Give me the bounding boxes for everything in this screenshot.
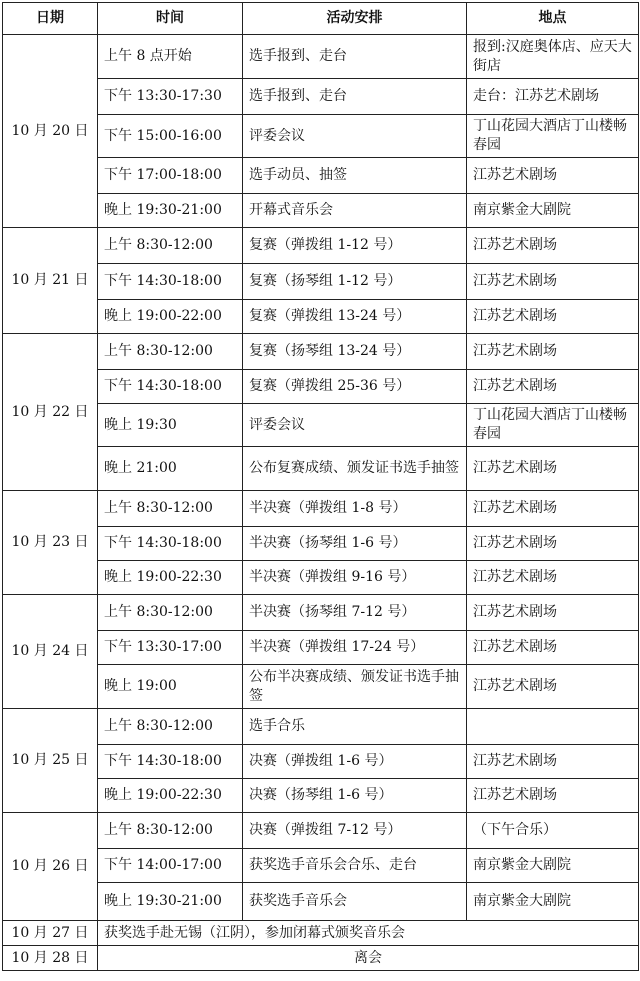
time-cell: 下午 14:30-18:00 — [98, 370, 243, 404]
schedule-row — [3, 334, 639, 370]
date-cell: 10 月 28 日 — [3, 946, 98, 971]
schedule-row — [3, 79, 639, 115]
activity-cell: 选手动员、抽签 — [243, 158, 467, 194]
venue-cell: 江苏艺术剧场 — [467, 595, 639, 631]
time-cell: 晚上 19:30-21:00 — [98, 194, 243, 228]
activity-cell: 公布半决赛成绩、颁发证书选手抽签 — [243, 665, 467, 709]
time-cell: 上午 8:30-12:00 — [98, 709, 243, 745]
header-activity: 活动安排 — [243, 3, 467, 35]
schedule-row — [3, 849, 639, 883]
time-cell: 上午 8:30-12:00 — [98, 228, 243, 264]
activity-cell: 开幕式音乐会 — [243, 194, 467, 228]
activity-cell: 复赛（扬琴组 1-12 号） — [243, 264, 467, 300]
venue-cell: 江苏艺术剧场 — [467, 158, 639, 194]
schedule-row — [3, 300, 639, 334]
time-cell: 上午 8 点开始 — [98, 35, 243, 79]
time-cell: 下午 17:00-18:00 — [98, 158, 243, 194]
schedule-row — [3, 745, 639, 779]
schedule-body — [3, 35, 639, 971]
time-cell: 晚上 19:00-22:00 — [98, 300, 243, 334]
activity-cell: 半决赛（弹拨组 17-24 号） — [243, 631, 467, 665]
schedule-row — [3, 264, 639, 300]
time-cell: 下午 13:30-17:00 — [98, 631, 243, 665]
activity-cell: 获奖选手音乐会合乐、走台 — [243, 849, 467, 883]
time-cell: 下午 14:00-17:00 — [98, 849, 243, 883]
schedule-row — [3, 158, 639, 194]
venue-cell: 江苏艺术剧场 — [467, 561, 639, 595]
header-time: 时间 — [98, 3, 243, 35]
schedule-row — [3, 35, 639, 79]
time-cell: 晚上 19:30 — [98, 404, 243, 447]
activity-cell: 获奖选手音乐会 — [243, 883, 467, 921]
date-cell: 10 月 26 日 — [3, 813, 98, 921]
activity-cell: 评委会议 — [243, 404, 467, 447]
schedule-row — [3, 595, 639, 631]
time-cell: 上午 8:30-12:00 — [98, 334, 243, 370]
venue-cell: 江苏艺术剧场 — [467, 631, 639, 665]
venue-cell: 丁山花园大酒店丁山楼畅春园 — [467, 404, 639, 447]
time-cell: 下午 15:00-16:00 — [98, 115, 243, 158]
date-cell: 10 月 27 日 — [3, 921, 98, 946]
time-cell: 上午 8:30-12:00 — [98, 491, 243, 527]
activity-cell: 半决赛（扬琴组 7-12 号） — [243, 595, 467, 631]
schedule-row — [3, 447, 639, 491]
activity-cell: 复赛（弹拨组 1-12 号） — [243, 228, 467, 264]
venue-cell: 江苏艺术剧场 — [467, 228, 639, 264]
activity-cell: 决赛（扬琴组 1-6 号） — [243, 779, 467, 813]
schedule-row — [3, 561, 639, 595]
time-cell: 晚上 19:30-21:00 — [98, 883, 243, 921]
schedule-row — [3, 779, 639, 813]
activity-cell: 半决赛（扬琴组 1-6 号） — [243, 527, 467, 561]
date-cell: 10 月 23 日 — [3, 491, 98, 595]
date-cell: 10 月 25 日 — [3, 709, 98, 813]
venue-cell: 江苏艺术剧场 — [467, 334, 639, 370]
venue-cell: 南京紫金大剧院 — [467, 849, 639, 883]
schedule-row — [3, 665, 639, 709]
activity-cell: 半决赛（弹拨组 9-16 号） — [243, 561, 467, 595]
time-cell: 晚上 19:00-22:30 — [98, 779, 243, 813]
schedule-row — [3, 115, 639, 158]
date-cell: 10 月 22 日 — [3, 334, 98, 491]
venue-cell: 南京紫金大剧院 — [467, 194, 639, 228]
schedule-row — [3, 527, 639, 561]
activity-cell: 选手报到、走台 — [243, 35, 467, 79]
activity-cell: 决赛（弹拨组 1-6 号） — [243, 745, 467, 779]
activity-cell: 选手报到、走台 — [243, 79, 467, 115]
venue-cell: 报到:汉庭奥体店、应天大街店 — [467, 35, 639, 79]
venue-cell: （下午合乐） — [467, 813, 639, 849]
venue-cell: 江苏艺术剧场 — [467, 300, 639, 334]
venue-cell: 江苏艺术剧场 — [467, 447, 639, 491]
header-venue: 地点 — [467, 3, 639, 35]
activity-cell: 决赛（弹拨组 7-12 号） — [243, 813, 467, 849]
venue-cell: 江苏艺术剧场 — [467, 665, 639, 709]
time-cell: 上午 8:30-12:00 — [98, 813, 243, 849]
activity-cell: 复赛（弹拨组 25-36 号） — [243, 370, 467, 404]
schedule-row — [3, 370, 639, 404]
activity-cell: 半决赛（弹拨组 1-8 号） — [243, 491, 467, 527]
time-cell: 下午 14:30-18:00 — [98, 527, 243, 561]
footer-row — [3, 921, 639, 946]
merged-activity-cell: 离会 — [98, 946, 639, 971]
time-cell: 晚上 19:00 — [98, 665, 243, 709]
venue-cell: 丁山花园大酒店丁山楼畅春园 — [467, 115, 639, 158]
venue-cell: 江苏艺术剧场 — [467, 491, 639, 527]
schedule-row — [3, 813, 639, 849]
schedule-row — [3, 491, 639, 527]
footer-row — [3, 946, 639, 971]
schedule-row — [3, 194, 639, 228]
venue-cell — [467, 709, 639, 745]
schedule-row — [3, 631, 639, 665]
header-row — [3, 3, 639, 35]
venue-cell: 江苏艺术剧场 — [467, 527, 639, 561]
venue-cell: 走台：江苏艺术剧场 — [467, 79, 639, 115]
venue-cell: 江苏艺术剧场 — [467, 264, 639, 300]
time-cell: 下午 14:30-18:00 — [98, 745, 243, 779]
activity-cell: 复赛（弹拨组 13-24 号） — [243, 300, 467, 334]
activity-cell: 公布复赛成绩、颁发证书选手抽签 — [243, 447, 467, 491]
time-cell: 下午 13:30-17:30 — [98, 79, 243, 115]
schedule-row — [3, 883, 639, 921]
time-cell: 上午 8:30-12:00 — [98, 595, 243, 631]
schedule-row — [3, 404, 639, 447]
venue-cell: 江苏艺术剧场 — [467, 745, 639, 779]
activity-cell: 复赛（扬琴组 13-24 号） — [243, 334, 467, 370]
date-cell: 10 月 20 日 — [3, 35, 98, 228]
date-cell: 10 月 21 日 — [3, 228, 98, 334]
schedule-table — [2, 2, 639, 971]
venue-cell: 江苏艺术剧场 — [467, 779, 639, 813]
venue-cell: 江苏艺术剧场 — [467, 370, 639, 404]
venue-cell: 南京紫金大剧院 — [467, 883, 639, 921]
schedule-row — [3, 709, 639, 745]
merged-activity-cell: 获奖选手赴无锡（江阴），参加闭幕式颁奖音乐会 — [98, 921, 639, 946]
header-date: 日期 — [3, 3, 98, 35]
activity-cell: 评委会议 — [243, 115, 467, 158]
time-cell: 晚上 21:00 — [98, 447, 243, 491]
date-cell: 10 月 24 日 — [3, 595, 98, 709]
schedule-row — [3, 228, 639, 264]
time-cell: 晚上 19:00-22:30 — [98, 561, 243, 595]
time-cell: 下午 14:30-18:00 — [98, 264, 243, 300]
activity-cell: 选手合乐 — [243, 709, 467, 745]
